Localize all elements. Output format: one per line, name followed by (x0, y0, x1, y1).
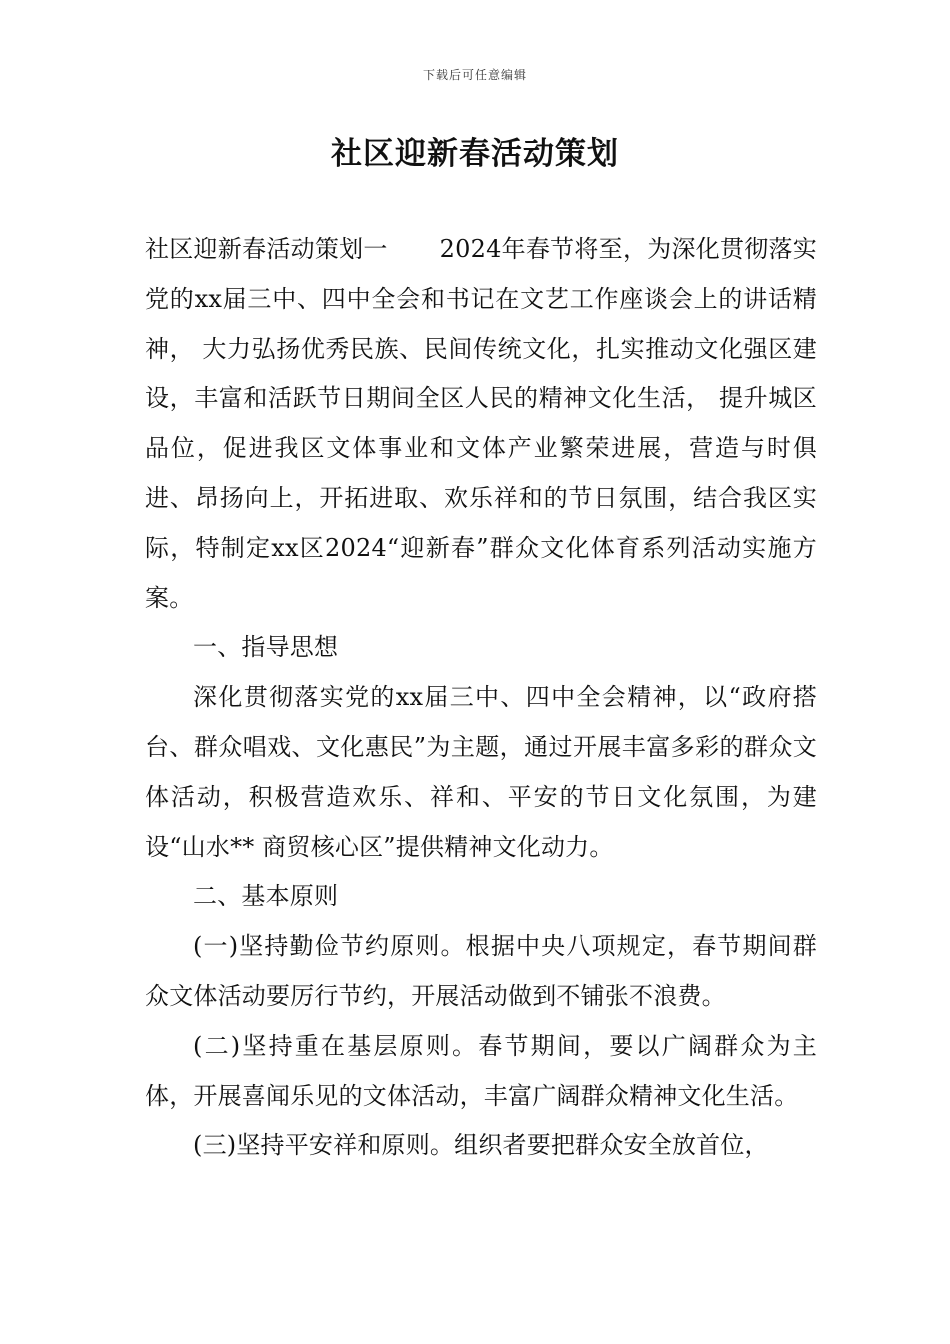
section-heading-principles: 二、基本原则 (193, 882, 339, 911)
principle-paragraph-3: (三)坚持平安祥和原则。组织者要把群众安全放首位， (193, 1131, 769, 1160)
principle-paragraph-2: (二)坚持重在基层原则。春节期间，要以广阔群众为主体，开展喜闻乐见的文体活动，丰富广阔群众精神文化生活。 (145, 1031, 817, 1110)
guiding-paragraph: 深化贯彻落实党的xx届三中、四中全会精神，以“政府搭台、群众唱戏、文化惠民”为主题，通过开展丰富多彩的群众文体活动，积极营造欢乐、祥和、平安的节日文化氛围，为建设“山水** 商贸核心区”提供精神文化动力。 (145, 683, 817, 861)
intro-text: 2024年春节将至，为深化贯彻落实党的xx届三中、四中全会和书记在文艺工作座谈会上的讲话精神， 大力弘扬优秀民族、民间传统文化，扎实推动文化强区建设，丰富和活跃节日期间全区人民的精神文化生活， 提升城区品位，促进我区文体事业和文体产业繁荣进展，营造与时俱进、昂扬向上，开拓进取、欢乐祥和的节日氛围，结合我区实际，特制定xx区2024“迎新春”群众文化体育系列活动实施方案。 (145, 235, 818, 612)
page-header-note: 下载后可任意编辑 (422, 68, 527, 82)
document-body (145, 225, 817, 1171)
intro-lead: 社区迎新春活动策划一 (145, 235, 388, 263)
intro-paragraph (145, 225, 817, 623)
principle-paragraph-1: (一)坚持勤俭节约原则。根据中央八项规定，春节期间群众文体活动要厉行节约，开展活动做到不铺张不浪费。 (145, 932, 817, 1010)
section-heading-guiding: 一、指导思想 (193, 633, 339, 662)
document-title: 社区迎新春活动策划 (331, 136, 619, 172)
